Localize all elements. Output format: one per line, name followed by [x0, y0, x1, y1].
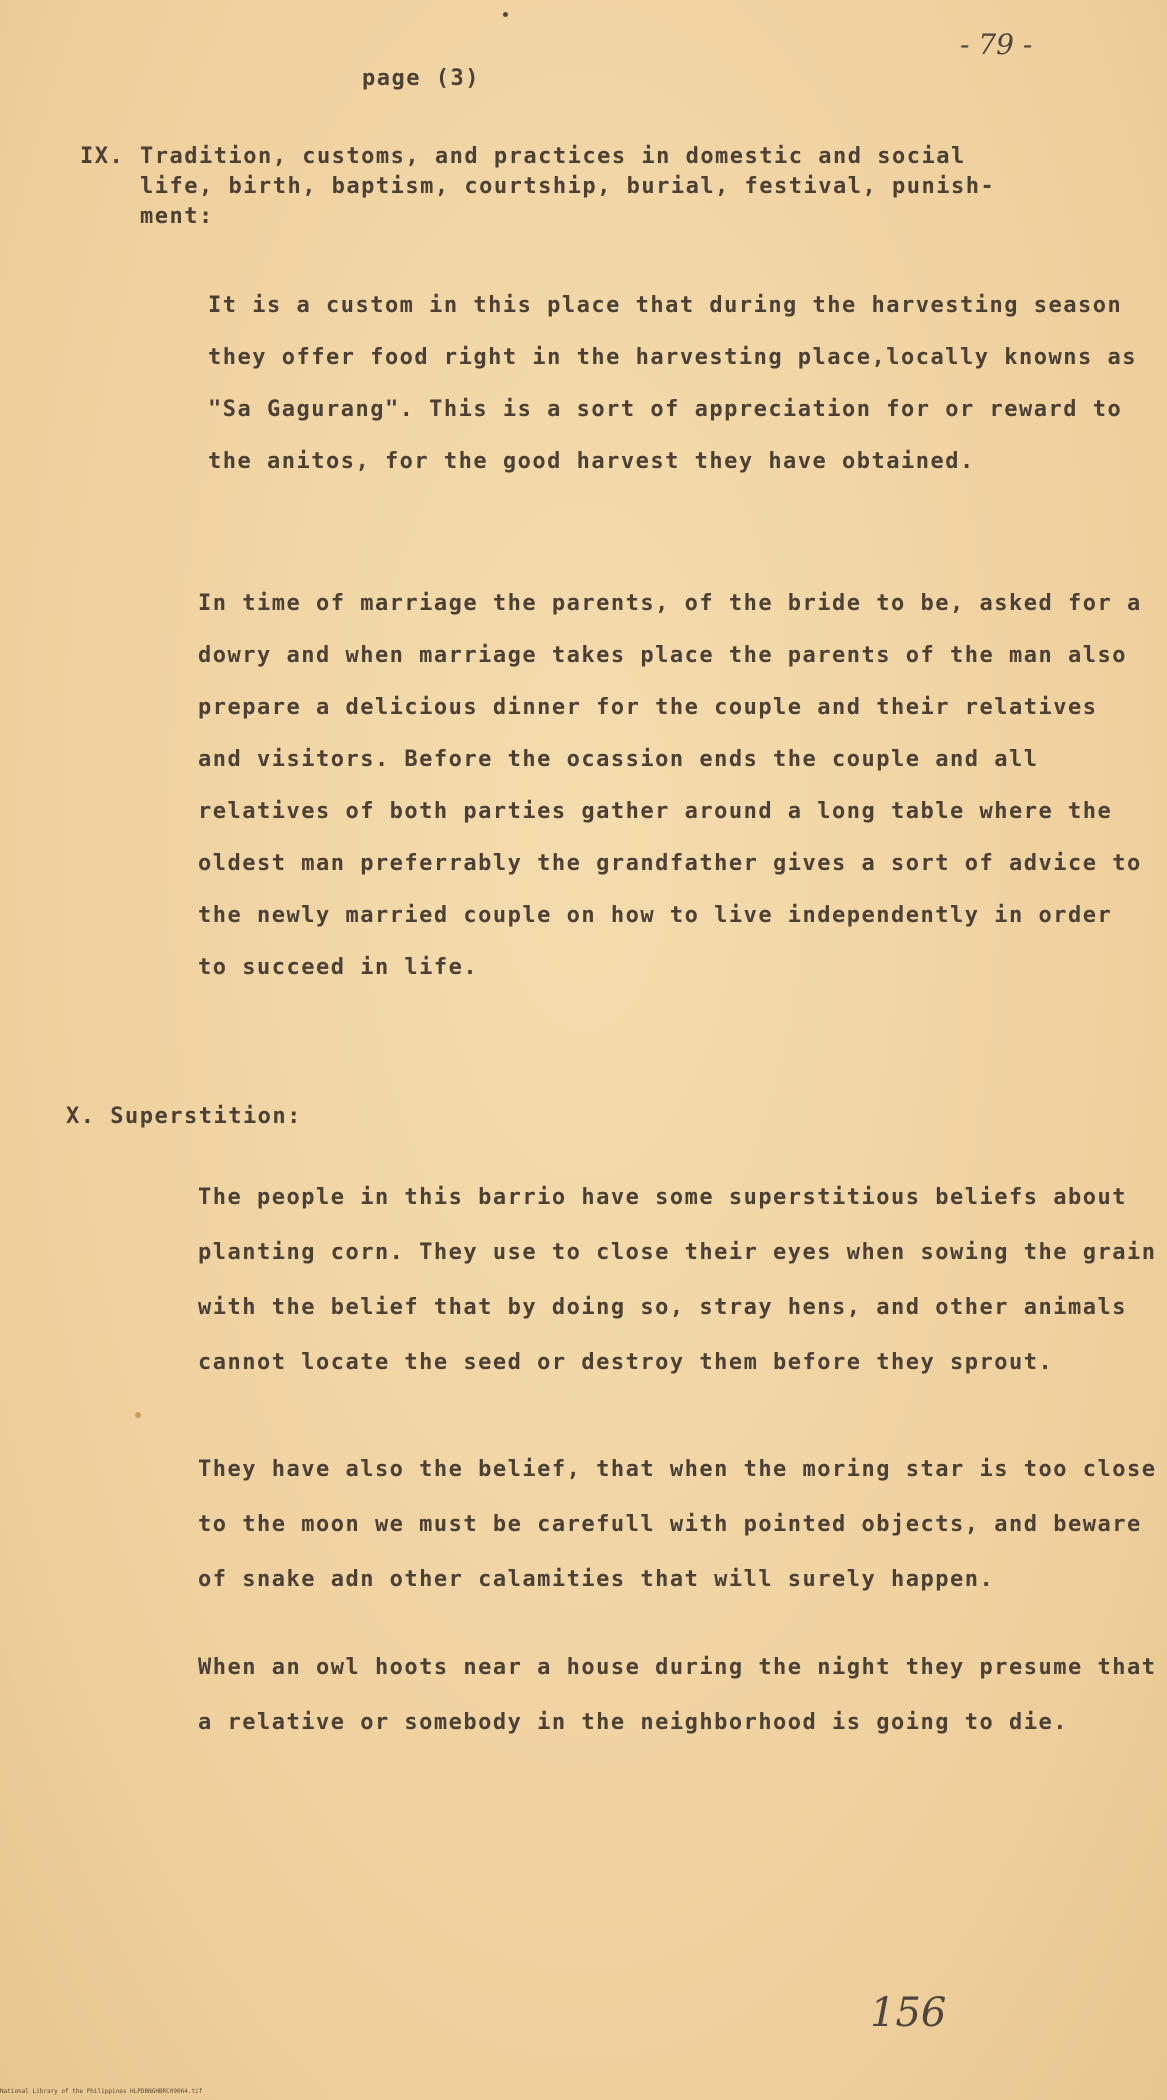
paragraph-owl-superstition: When an owl hoots near a house during the night they presume that a relative or somebody in the neighborhood is going to die. [198, 1655, 1157, 1735]
paragraph-corn-superstition: The people in this barrio have some superstitious beliefs about planting corn. They use to close their eyes when sowing the grain with the belief that by doing so, stray hens, and other animals cannot locate the seed or destroy them before they sprout. [198, 1185, 1157, 1375]
section-9-title-line2: life, birth, baptism, courtship, burial, festival, punish- [140, 174, 996, 199]
paragraph-marriage-custom: In time of marriage the parents, of the bride to be, asked for a dowry and when marriage takes place the parents of the man also prepare a delicious dinner for the couple and their relatives and visitors. Before the ocassion ends the couple and all relatives of both parties gather around a long table where the oldest man preferrably the grandfather gives a sort of advice to the newly married couple on how to live independently in order to succeed in life. [198, 591, 1142, 980]
paper-speck [503, 12, 508, 17]
paragraph-star-superstition: They have also the belief, that when the moring star is too close to the moon we must be carefull with pointed objects, and beware of snake adn other calamities that will surely happen. [198, 1457, 1157, 1592]
section-9-heading [80, 142, 1120, 232]
handwritten-archive-number: 156 [870, 1990, 947, 2036]
page-label: page (3) [362, 66, 480, 91]
paper-speck [135, 1412, 141, 1418]
section-9-title-line3: ment: [140, 204, 214, 229]
handwritten-page-number: - 79 - [960, 28, 1033, 61]
paragraph-harvest-custom: It is a custom in this place that during the harvesting season they offer food right in the harvesting place,locally knowns as "Sa Gagurang". This is a sort of appreciation for or reward to the anitos, for the good harvest they have obtained. [208, 293, 1137, 474]
section-10-heading: X. Superstition: [66, 1104, 302, 1129]
scan-footer-caption: National Library of the Philippines HLPDBNGHBRC09064.tif [0, 2088, 203, 2095]
section-9-number: IX. [80, 144, 125, 169]
section-9-title-line1: Tradition, customs, and practices in domestic and social [140, 144, 966, 169]
